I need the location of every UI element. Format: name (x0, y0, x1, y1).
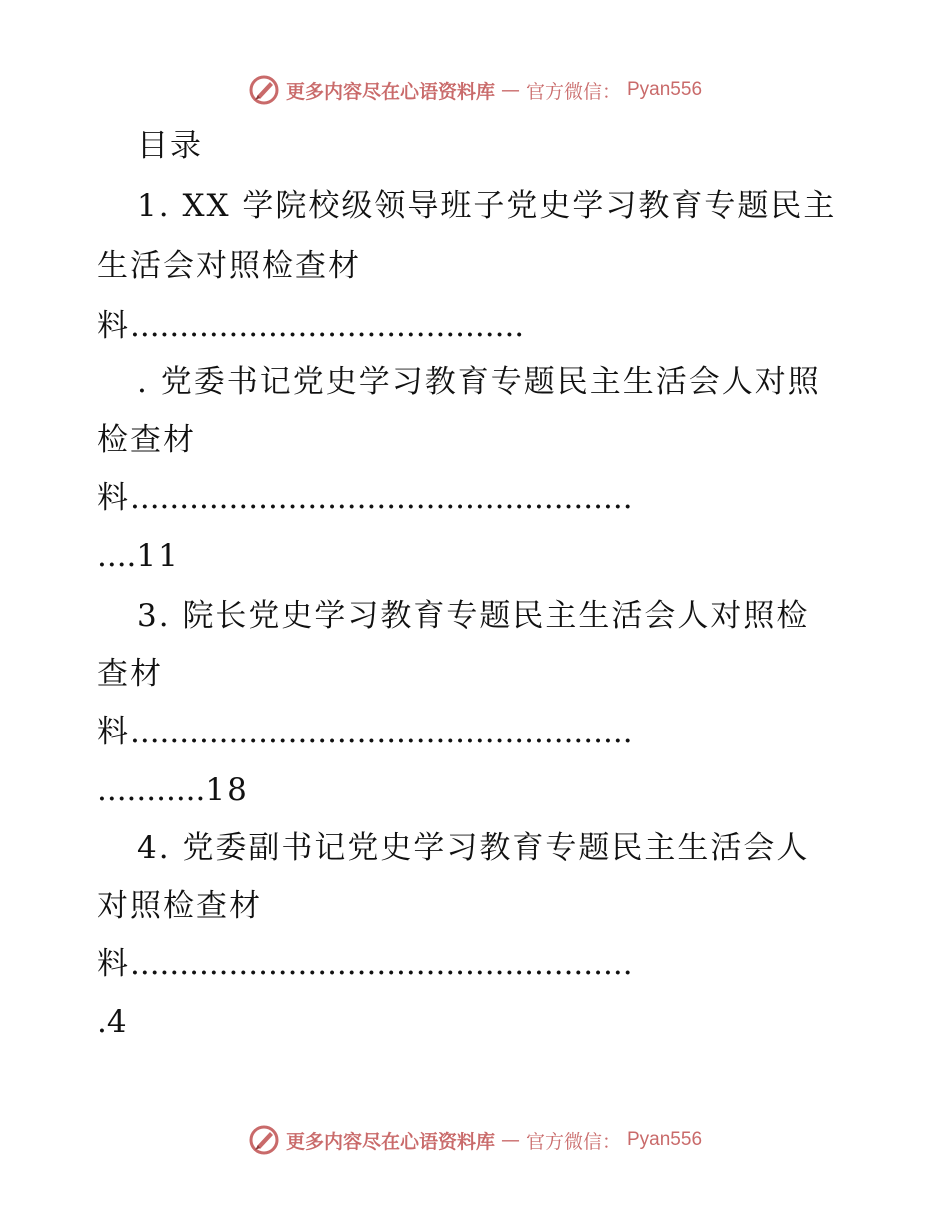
toc-entry-4-line2: 对照检查材 (97, 888, 262, 924)
toc-entry-4-page-line (97, 1002, 129, 1042)
toc-entry-number: 3. (137, 598, 171, 634)
toc-entry-3-page-line (97, 770, 249, 810)
toc-entry-3-leader (97, 712, 633, 752)
toc-entry-1-line1[interactable] (137, 186, 836, 226)
toc-entry-3-line1[interactable] (137, 596, 809, 636)
toc-leader-dots: ................................................... (130, 480, 633, 516)
toc-leader-start: 料 (97, 308, 130, 344)
toc-entry-1-line2: 生活会对照检查材 (97, 248, 361, 284)
toc-leader-dots: ................................................... (130, 946, 633, 982)
footer-watermark (0, 1120, 950, 1160)
toc-leader-dots: ................................................... (130, 714, 633, 750)
watermark-separator: — (500, 79, 520, 101)
toc-leader-start: 料 (97, 714, 130, 750)
pen-seal-logo-icon (248, 1124, 280, 1156)
toc-entry-4-line1[interactable] (137, 828, 809, 868)
toc-entry-2-page-line (97, 536, 180, 576)
watermark-wechat-label: 官方微信： (525, 1130, 621, 1153)
toc-entry-title: 院长党史学习教育专题民主生活会人对照检 (182, 598, 810, 634)
toc-entry-number: 4. (137, 830, 171, 866)
toc-entry-2-line1[interactable] (137, 362, 821, 402)
toc-entry-4-leader (97, 944, 633, 984)
toc-entry-title: 党委书记党史学习教育专题民主生活会人对照 (160, 364, 821, 400)
watermark-site-text: 更多内容尽在心语资料库 (285, 80, 495, 103)
toc-entry-number: 1. (137, 188, 171, 224)
toc-entry-3-line2: 查材 (97, 656, 163, 692)
watermark-separator: — (500, 1129, 520, 1151)
toc-title: 目录 (137, 128, 203, 164)
toc-leader-dots: .... (97, 538, 137, 574)
watermark-site-text: 更多内容尽在心语资料库 (285, 1130, 495, 1153)
toc-entry-title: XX 学院校级领导班子党史学习教育专题民主 (182, 188, 837, 224)
watermark-wechat-id: Pyan556 (627, 1129, 703, 1150)
toc-entry-2-leader (97, 478, 633, 518)
watermark-wechat-label: 官方微信： (525, 80, 621, 103)
toc-page-number: 4 (106, 1004, 129, 1040)
toc-page-number: 18 (205, 772, 249, 808)
toc-leader-dots: . (97, 1004, 107, 1040)
watermark-wechat-id: Pyan556 (627, 79, 703, 100)
toc-entry-2-line2: 检查材 (97, 422, 196, 458)
toc-entry-number: . (137, 364, 149, 400)
toc-entry-title: 党委副书记党史学习教育专题民主生活会人 (182, 830, 810, 866)
header-watermark (0, 70, 950, 110)
toc-page-number: 11 (136, 538, 180, 574)
toc-leader-dots: ........... (97, 772, 206, 808)
toc-leader-dots: ........................................ (130, 308, 525, 344)
toc-leader-start: 料 (97, 480, 130, 516)
pen-seal-logo-icon (248, 74, 280, 106)
toc-entry-1-leader (97, 306, 524, 346)
toc-leader-start: 料 (97, 946, 130, 982)
